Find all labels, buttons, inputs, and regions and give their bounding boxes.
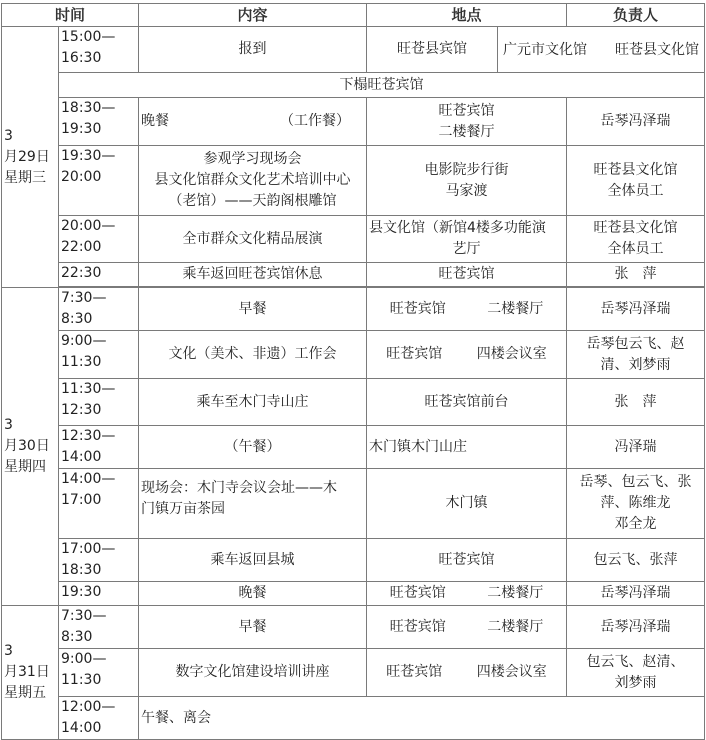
day-cell-29 (2, 27, 59, 288)
schedule-table (1, 3, 705, 740)
time-cell: 12:00—14:00 (59, 697, 139, 740)
header-content: 内容 (139, 4, 367, 27)
content-line: 县文化馆群众文化艺术培训中心 (154, 172, 351, 188)
table-row (2, 606, 705, 649)
time-cell: 15:00—16:30 (59, 27, 139, 73)
place-cell (367, 98, 567, 146)
time-cell: 22:30 (59, 263, 139, 287)
person-line: 清、刘梦雨 (600, 356, 671, 373)
person-line: 全体员工 (607, 241, 664, 257)
place-line: 旺苍宾馆 (386, 664, 443, 680)
person-cell (567, 146, 705, 216)
time-line: 11:30— (61, 381, 116, 397)
day-number: 3 (4, 417, 13, 433)
content-main: 晚餐 (141, 113, 170, 129)
place-line: 二楼餐厅 (487, 618, 544, 635)
place-cell (367, 606, 567, 649)
table-row (2, 98, 705, 146)
content-cell: 早餐 (139, 288, 367, 331)
content-cell: 乘车返回县城 (139, 539, 367, 582)
content-cell: （午餐） (139, 426, 367, 469)
place-line: 旺苍宾馆 (389, 585, 446, 601)
time-cell: 7:30—8:30 (59, 288, 139, 331)
person-line: 旺苍县文化馆 (593, 220, 678, 236)
table-row (2, 379, 705, 426)
person-cell (567, 331, 705, 379)
header-time: 时间 (2, 4, 139, 27)
content-cell: 午餐、离会 (139, 697, 705, 740)
content-cell: 全市群众文化精品展演 (139, 216, 367, 263)
table-row (2, 27, 705, 73)
table-row (2, 73, 705, 98)
time-cell: 19:30—20:00 (59, 146, 139, 216)
table-row (2, 697, 705, 740)
place-line: 艺厅 (452, 241, 481, 257)
place-cell (367, 146, 567, 216)
place-cell: 旺苍宾馆 (367, 539, 567, 582)
place-line: 电影院步行街 (424, 161, 509, 178)
content-cell (139, 98, 367, 146)
place-cell: 旺苍宾馆 (367, 263, 567, 287)
content-note: （工作餐） (280, 113, 351, 129)
place-line: 旺苍宾馆 (386, 346, 443, 362)
place-line: 四楼会议室 (476, 346, 547, 362)
place-line: 旺苍宾馆 (389, 300, 446, 317)
content-cell: 晚餐 (139, 582, 367, 606)
day-number: 3 (4, 643, 13, 659)
place-line: 县文化馆（新馆4楼多功能演 (369, 220, 546, 236)
time-cell: 18:30—19:30 (59, 98, 139, 146)
person-cell: 张 萍 (567, 379, 705, 426)
place-line: 旺苍宾馆 (389, 618, 446, 635)
lodging-note: 下榻旺苍宾馆 (59, 73, 705, 98)
content-cell: 乘车至木门寺山庄 (139, 379, 367, 426)
table-row (2, 649, 705, 697)
content-cell: 乘车返回旺苍宾馆休息 (139, 263, 367, 287)
time-cell: 17:00—18:30 (59, 539, 139, 582)
time-cell: 12:30—14:00 (59, 426, 139, 469)
time-cell: 19:30 (59, 582, 139, 606)
header-person: 负责人 (567, 4, 705, 27)
content-line: （老馆）——天韵阁根雕馆 (168, 193, 337, 209)
person-cell: 广元市文化馆 旺苍县文化馆 (498, 27, 705, 73)
content-cell: 文化（美术、非遗）工作会 (139, 331, 367, 379)
person-cell: 岳琴冯泽瑞 (567, 288, 705, 331)
day-cell-30 (2, 288, 59, 606)
place-cell: 木门镇木门山庄 (367, 426, 567, 469)
place-line: 马家渡 (445, 182, 488, 199)
person-line: 刘梦雨 (614, 674, 657, 691)
person-line: 包云飞、赵清、 (586, 653, 685, 670)
time-cell: 9:00—11:30 (59, 649, 139, 697)
person-cell (567, 469, 705, 539)
place-cell (367, 288, 567, 331)
time-cell: 14:00—17:00 (59, 469, 139, 539)
place-cell (367, 331, 567, 379)
person-cell: 包云飞、张萍 (567, 539, 705, 582)
person-line: 全体员工 (607, 182, 664, 199)
time-cell: 20:00—22:00 (59, 216, 139, 263)
time-cell: 7:30— 8:30 (59, 606, 139, 649)
time-cell (59, 379, 139, 426)
day-date: 月30日 (4, 438, 50, 454)
table-row (2, 331, 705, 379)
day-number: 3 (4, 127, 13, 144)
person-cell: 岳琴冯泽瑞 (567, 582, 705, 606)
table-row (2, 469, 705, 539)
person-cell (567, 216, 705, 263)
table-row (2, 288, 705, 331)
content-cell (139, 469, 367, 539)
person-line: 岳琴包云飞、赵 (586, 335, 685, 352)
header-place: 地点 (367, 4, 567, 27)
table-row (2, 426, 705, 469)
person-cell: 岳琴冯泽瑞 (567, 606, 705, 649)
person-line: 萍、陈维龙 (600, 495, 671, 511)
content-cell: 早餐 (139, 606, 367, 649)
day-date: 月29日 (4, 148, 50, 165)
day-date: 月31日 (4, 664, 50, 680)
content-cell: 数字文化馆建设培训讲座 (139, 649, 367, 697)
content-line: 门镇万亩茶园 (141, 501, 226, 517)
content-line: 参观学习现场会 (203, 151, 302, 167)
place-cell (367, 216, 567, 263)
person-cell (567, 649, 705, 697)
person-cell: 岳琴冯泽瑞 (567, 98, 705, 146)
header-row (2, 4, 705, 27)
table-row (2, 539, 705, 582)
table-row (2, 146, 705, 216)
person-line: 旺苍县文化馆 (593, 161, 678, 178)
place-cell: 旺苍宾馆前台 (367, 379, 567, 426)
place-cell (367, 649, 567, 697)
day-cell-31 (2, 606, 59, 740)
place-line: 二楼餐厅 (487, 300, 544, 317)
person-cell: 冯泽瑞 (567, 426, 705, 469)
place-cell: 木门镇 (367, 469, 567, 539)
person-line: 邓全龙 (614, 516, 657, 532)
person-cell: 张 萍 (567, 263, 705, 287)
table-row (2, 263, 705, 287)
place-line: 旺苍宾馆 (438, 102, 495, 119)
content-cell: 报到 (139, 27, 367, 73)
day-weekday: 星期四 (4, 459, 46, 475)
table-row (2, 216, 705, 263)
day-weekday: 星期三 (4, 169, 46, 186)
place-line: 四楼会议室 (476, 664, 547, 680)
time-cell: 9:00—11:30 (59, 331, 139, 379)
day-weekday: 星期五 (4, 685, 46, 701)
table-row (2, 582, 705, 606)
person-line: 岳琴、包云飞、张 (579, 474, 692, 490)
place-cell: 旺苍县宾馆 (367, 27, 498, 73)
content-line: 现场会：木门寺会议会址——木 (141, 480, 338, 496)
time-line: 12:30 (61, 402, 102, 418)
content-cell (139, 146, 367, 216)
place-line: 二楼餐厅 (438, 123, 495, 140)
place-line: 二楼餐厅 (487, 585, 544, 601)
place-cell (367, 582, 567, 606)
